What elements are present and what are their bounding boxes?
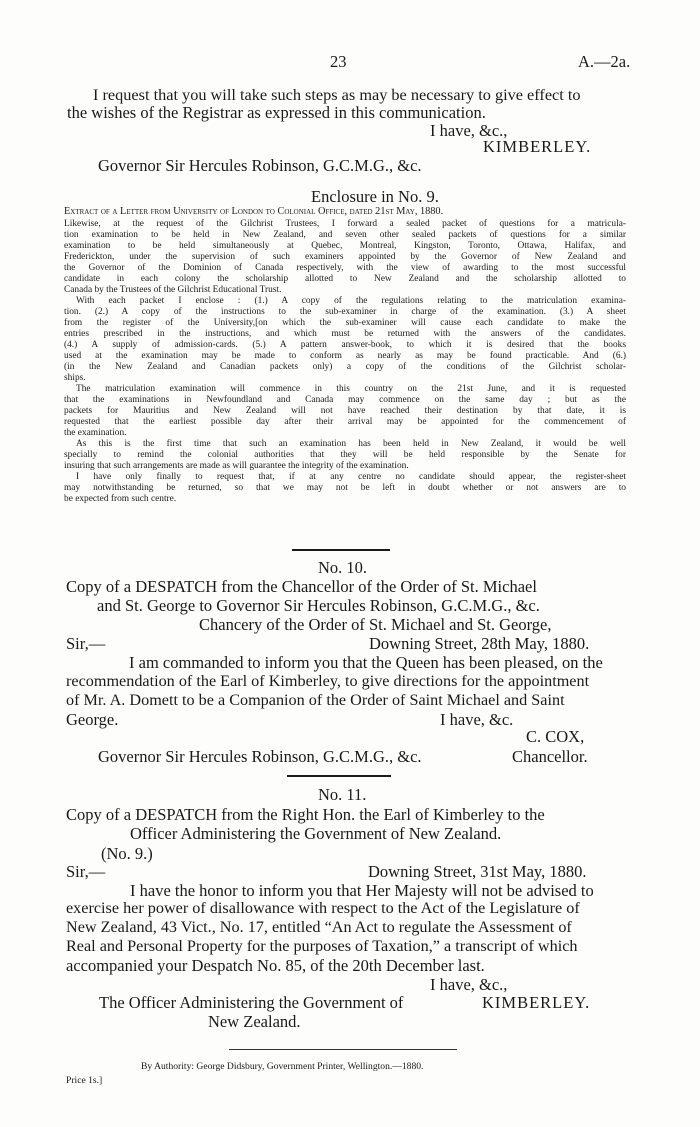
enclosure-line: I have only finally to request that, if at any centre no candidate should appear, the register-sheet: [76, 472, 626, 482]
page-number: 23: [330, 52, 347, 71]
section-divider: [292, 549, 390, 551]
enclosure-line: specially to remind the colonial authorities that they will be held responsible by the Senate for: [64, 450, 626, 460]
no11-body-line: I have the honor to inform you that Her Majesty will not be advised to: [130, 881, 594, 900]
letter9-signature: KIMBERLEY.: [483, 137, 592, 156]
enclosure-line: tion examination to be held in New Zealand, and seven other sealed packets of questions for a similar: [64, 230, 626, 240]
footer-rule: [229, 1049, 457, 1050]
no11-signature: KIMBERLEY.: [482, 993, 591, 1012]
no11-ref: (No. 9.): [101, 844, 153, 863]
no10-number: No. 10.: [318, 558, 368, 577]
no10-body-line: George.: [66, 710, 119, 729]
no11-body-line: New Zealand, 43 Vict., No. 17, entitled “An Act to regulate the Assessment of: [66, 918, 572, 936]
no10-salutation: Sir,—: [66, 634, 106, 653]
no11-closing: I have, &c.,: [430, 975, 508, 994]
enclosure-line: used at the examination may be made to conform as nearly as may be found practicable. And (6.): [64, 351, 626, 361]
enclosure-line: examination to be held simultaneously at Quebec, Montreal, Kingston, Toronto, Ottawa, Halifax, and: [64, 241, 626, 251]
letter9-body-line2: the wishes of the Registrar as expressed in this communication.: [67, 103, 486, 122]
no11-body-line: exercise her power of disallowance with respect to the Act of the Legislature of: [66, 899, 580, 917]
enclosure-line: from the register of the University,[on which the sub-examiner will cause each candidate to make the: [64, 318, 626, 328]
enclosure-line: the Governor of the Dominion of Canada respectively, with the view of awarding to the most successful: [64, 263, 626, 273]
no11-addressee-line1: The Officer Administering the Government of: [99, 993, 404, 1012]
enclosure-line: that the examinations in Newfoundland and Canada may commence on the same day ; but as the: [64, 395, 626, 405]
enclosure-line: may notwithstanding be returned, so that we may not be left in doubt whether or not answers are to: [64, 483, 626, 493]
letter9-addressee: Governor Sir Hercules Robinson, G.C.M.G., &c.: [98, 156, 422, 175]
no10-heading-line2: and St. George to Governor Sir Hercules Robinson, G.C.M.G., &c.: [97, 596, 540, 615]
no10-addressee: Governor Sir Hercules Robinson, G.C.M.G., &c.: [98, 747, 422, 766]
enclosure-title: Enclosure in No. 9.: [311, 187, 439, 206]
no11-date: Downing Street, 31st May, 1880.: [368, 862, 587, 881]
no11-body-line: accompanied your Despatch No. 85, of the 20th December last.: [66, 956, 485, 975]
printer-imprint: By Authority: George Didsbury, Government Printer, Wellington.—1880.: [141, 1061, 424, 1072]
section-divider: [287, 775, 391, 777]
enclosure-body: [64, 219, 626, 505]
enclosure-line: As this is the first time that such an examination has been held in New Zealand, it would be well: [76, 439, 626, 449]
enclosure-line: The matriculation examination will commence in this country on the 21st June, and it is requested: [76, 384, 626, 394]
enclosure-line: entries prescribed in the instructions, and which must be returned with the answers of the candidates.: [64, 329, 626, 339]
enclosure-line: packets for Mauritius and New Zealand will not have reached their destination by that date, it is: [64, 406, 626, 416]
no10-signature-title: Chancellor.: [512, 747, 588, 766]
enclosure-line: Likewise, at the request of the Gilchrist Trustees, I forward a sealed packet of questions for a matricula-: [64, 219, 626, 229]
enclosure-line: ships.: [64, 373, 86, 383]
enclosure-line: requested that the earliest possible day after their arrival may be appointed for the commencement of: [64, 417, 626, 427]
price-label: Price 1s.]: [66, 1075, 103, 1086]
enclosure-line: the examination.: [64, 428, 127, 438]
enclosure-line: With each packet I enclose : (1.) A copy of the regulations relating to the matriculation examina-: [76, 296, 626, 306]
enclosure-line: Frederickton, under the supervision of such examiners appointed by the Governor of New Zealand and: [64, 252, 626, 262]
no10-body-line: recommendation of the Earl of Kimberley, to give directions for the appointment: [66, 672, 590, 690]
enclosure-line: Canada by the Trustees of the Gilchrist Educational Trust.: [64, 285, 282, 295]
no11-heading-line2: Officer Administering the Government of New Zealand.: [130, 824, 502, 843]
no10-date: Downing Street, 28th May, 1880.: [369, 634, 590, 653]
no10-body-line: I am commanded to inform you that the Queen has been pleased, on the: [129, 653, 603, 672]
no11-heading-line1: Copy of a DESPATCH from the Right Hon. the Earl of Kimberley to the: [66, 805, 545, 824]
no10-heading-line1: Copy of a DESPATCH from the Chancellor of the Order of St. Michael: [66, 577, 537, 596]
no10-body-line: of Mr. A. Domett to be a Companion of the Order of Saint Michael and Saint: [66, 691, 565, 709]
enclosure-line: be expected from such centre.: [64, 494, 177, 504]
no10-from-place: Chancery of the Order of St. Michael and St. George,: [199, 615, 552, 634]
enclosure-line: candidate in each colony the scholarship allotted to New Zealand and the scholarship allotted to: [64, 274, 626, 284]
enclosure-line: tion. (2.) A copy of the instructions to the sub-examiner in charge of the examination. (3.) A sheet: [64, 307, 626, 317]
no11-salutation: Sir,—: [66, 862, 106, 881]
enclosure-heading: Extract of a Letter from University of London to Colonial Office, dated 21st May, 1880.: [64, 206, 444, 217]
no11-body-line: Real and Personal Property for the purposes of Taxation,” a transcript of which: [66, 937, 578, 955]
enclosure-line: (4.) A supply of admission-cards. (5.) A pattern answer-book, to which it is desired that the books: [64, 340, 626, 350]
document-reference: A.—2a.: [578, 52, 631, 71]
no11-addressee-line2: New Zealand.: [208, 1012, 301, 1031]
no10-closing: I have, &c.: [440, 710, 514, 729]
no11-number: No. 11.: [318, 785, 367, 804]
enclosure-line: (in the New Zealand and Canadian packets only) a copy of the conditions of the Gilchrist scholar-: [64, 362, 626, 372]
letter9-closing: I have, &c.,: [430, 121, 508, 140]
enclosure-line: insuring that such arrangements are made as will guarantee the integrity of the examination.: [64, 461, 409, 471]
letter9-body-line1: I request that you will take such steps as may be necessary to give effect to: [93, 85, 581, 104]
no10-signature: C. COX,: [526, 727, 585, 746]
